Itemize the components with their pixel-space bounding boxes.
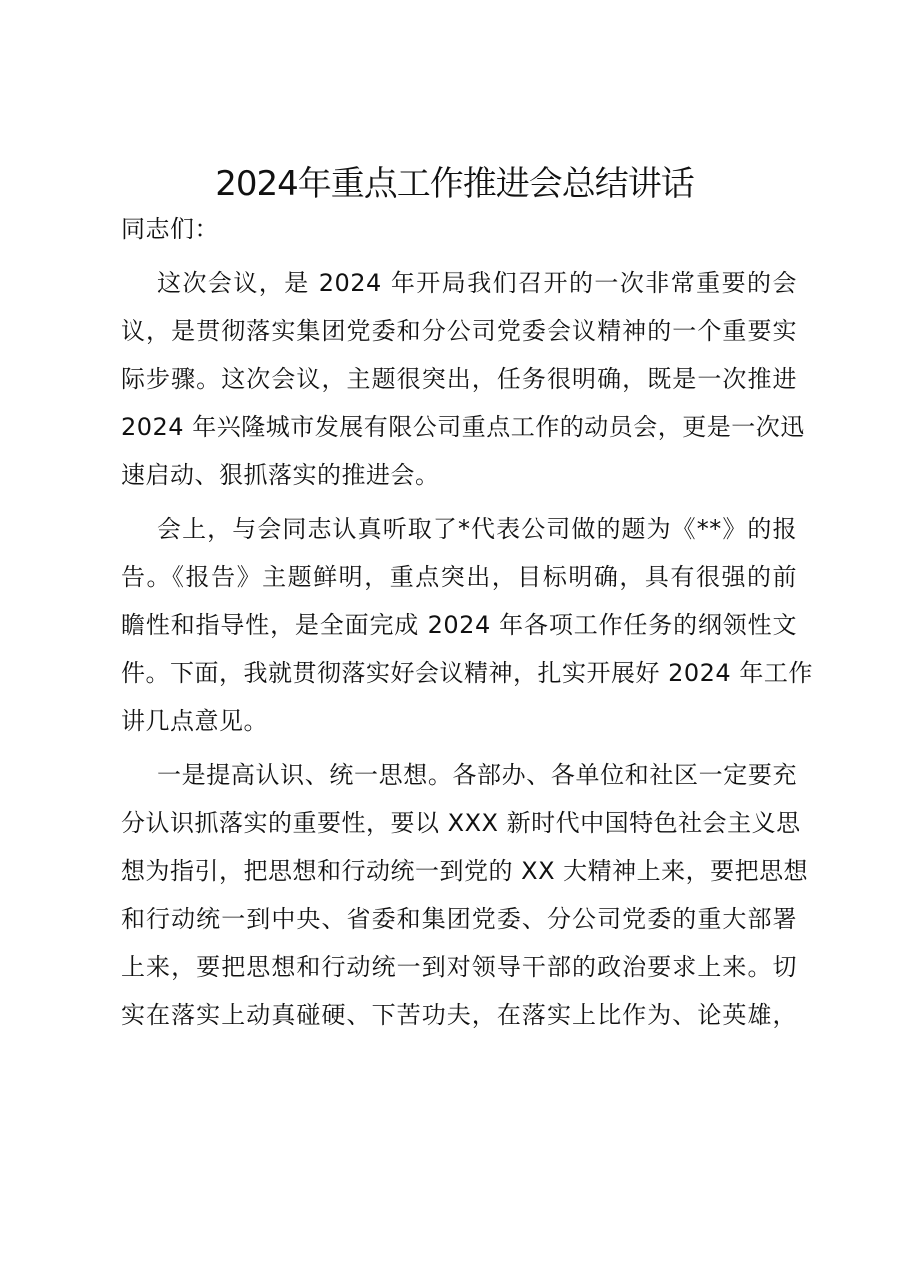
document-title: 2024年重点工作推进会总结讲话	[215, 164, 694, 204]
paragraph-line: 瞻性和指导性，是全面完成 2024 年各项工作任务的纲领性文	[121, 611, 797, 639]
paragraph-line: 实在落实上动真碰硬、下苦功夫，在落实上比作为、论英雄，	[121, 1001, 797, 1029]
paragraph-line: 上来，要把思想和行动统一到对领导干部的政治要求上来。切	[121, 953, 797, 981]
salutation: 同志们：	[121, 215, 219, 243]
paragraph-line: 会上，与会同志认真听取了*代表公司做的题为《**》的报	[157, 515, 797, 543]
document-body	[121, 205, 813, 1039]
paragraph-line: 想为指引，把思想和行动统一到党的 XX 大精神上来，要把思想	[121, 857, 809, 885]
paragraph-2	[121, 505, 813, 745]
paragraph-line: 2024 年兴隆城市发展有限公司重点工作的动员会，更是一次迅	[121, 413, 805, 441]
paragraph-line: 和行动统一到中央、省委和集团党委、分公司党委的重大部署	[121, 905, 797, 933]
paragraph-line: 件。下面，我就贯彻落实好会议精神，扎实开展好 2024 年工作	[121, 659, 813, 687]
paragraph-line: 议，是贯彻落实集团党委和分公司党委会议精神的一个重要实	[121, 317, 797, 345]
paragraph-line: 分认识抓落实的重要性，要以 XXX 新时代中国特色社会主义思	[121, 809, 801, 837]
paragraph-line: 讲几点意见。	[121, 707, 268, 735]
paragraph-line: 这次会议，是 2024 年开局我们召开的一次非常重要的会	[157, 269, 797, 297]
paragraph-1	[121, 259, 805, 499]
paragraph-line: 速启动、狠抓落实的推进会。	[121, 461, 440, 489]
paragraph-line: 一是提高认识、统一思想。各部办、各单位和社区一定要充	[157, 761, 797, 789]
paragraph-line: 际步骤。这次会议，主题很突出，任务很明确，既是一次推进	[121, 365, 797, 393]
paragraph-line: 告。《报告》主题鲜明，重点突出，目标明确，具有很强的前	[121, 563, 797, 591]
paragraph-3	[121, 751, 809, 1039]
